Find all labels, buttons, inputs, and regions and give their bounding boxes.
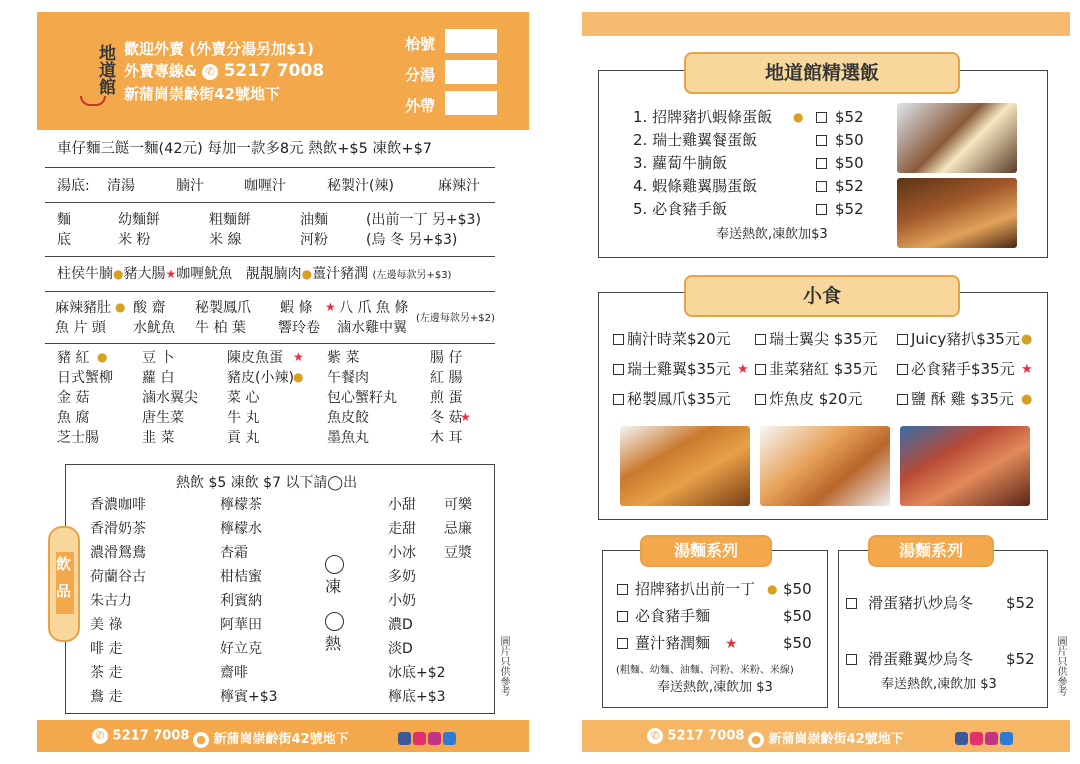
spicy-star-icon: ★ bbox=[1021, 362, 1033, 377]
soup-label: 湯底: bbox=[57, 178, 90, 194]
hot-label: 熱 bbox=[325, 634, 342, 653]
checkbox[interactable] bbox=[617, 638, 628, 649]
checkbox[interactable] bbox=[613, 364, 624, 375]
premium2-3[interactable]: 秘製鳳爪 bbox=[195, 300, 251, 316]
noodle-set-item: 薑汁豬潤麵 bbox=[635, 634, 711, 652]
foodpanda-icon[interactable] bbox=[443, 732, 456, 745]
drink-option[interactable]: 鴦 走 bbox=[90, 689, 123, 705]
snack-item: 韭菜豬紅 $35元 bbox=[769, 360, 878, 378]
drink-option[interactable]: 忌廉 bbox=[444, 521, 472, 537]
drink-option[interactable]: 好立克 bbox=[220, 641, 262, 657]
rice-item: 4. 蝦條雞翼腸蛋飯 bbox=[633, 177, 758, 195]
order-label-table: 枱號 bbox=[405, 35, 436, 53]
recommend-icon: ● bbox=[115, 300, 126, 314]
hotline-label: 外賣專線& bbox=[124, 62, 198, 80]
ingredient-item[interactable]: 日式蟹柳 bbox=[57, 370, 113, 386]
recommend-icon: ● bbox=[113, 267, 124, 281]
fried-item: 滑蛋豬扒炒烏冬 bbox=[868, 594, 974, 612]
noodle-rice-noodle[interactable]: 米 線 bbox=[209, 232, 242, 248]
spicy-star-icon: ★ bbox=[165, 267, 177, 281]
checkbox[interactable] bbox=[755, 394, 766, 405]
footer-address bbox=[193, 728, 349, 748]
phone-icon: ✆ bbox=[647, 728, 663, 744]
fried-footer: 奉送熱飲,凍飲加 $3 bbox=[881, 677, 997, 692]
checkbox[interactable] bbox=[816, 204, 827, 215]
recommend-icon: ● bbox=[1021, 392, 1033, 407]
snack-item: 瑞士雞翼$35元 bbox=[627, 360, 731, 378]
drink-option[interactable]: 檸檬茶 bbox=[220, 497, 262, 513]
drink-option[interactable]: 走甜 bbox=[388, 521, 416, 537]
checkbox[interactable] bbox=[816, 158, 827, 169]
noodle-set-price: $50 bbox=[783, 607, 812, 625]
noodle-set-price: $50 bbox=[783, 634, 812, 652]
ingredient-item[interactable]: 蘿 白 bbox=[142, 370, 175, 386]
soup-clear[interactable]: 清湯 bbox=[107, 178, 135, 194]
drink-option[interactable]: 豆漿 bbox=[444, 545, 472, 561]
ingredient-item[interactable]: 腸 仔 bbox=[430, 350, 463, 366]
cold-label: 凍 bbox=[325, 577, 342, 596]
footer-address bbox=[748, 728, 904, 748]
social-icons bbox=[955, 730, 1015, 749]
noodle-label-1: 麵 bbox=[57, 212, 71, 228]
premium-note: (左邊每款另+$3) bbox=[372, 270, 452, 281]
rice-footer: 奉送熱飲,凍飲加$3 bbox=[716, 227, 828, 242]
fried-title: 湯麵系列 bbox=[868, 535, 994, 567]
ingredient-item[interactable]: 陳皮魚蛋 bbox=[227, 350, 283, 366]
checkbox[interactable] bbox=[816, 135, 827, 146]
premium-row bbox=[57, 265, 451, 285]
location-icon: ● bbox=[193, 732, 209, 748]
noodle-set-price: $50 bbox=[783, 580, 812, 598]
rice-title: 地道館精選飯 bbox=[684, 52, 960, 94]
drink-option[interactable]: 利賓納 bbox=[220, 593, 262, 609]
snack-item: Juicy豬扒$35元 bbox=[911, 330, 1020, 348]
noodle-thin[interactable]: 幼麵餅 bbox=[118, 212, 160, 228]
recommend-icon: ● bbox=[1021, 332, 1033, 347]
premium-pork-liver[interactable]: 薑汁豬潤 bbox=[312, 266, 369, 282]
ingredient-item[interactable]: 午餐肉 bbox=[327, 370, 369, 386]
spicy-star-icon: ★ bbox=[460, 410, 471, 424]
premium2-1[interactable]: 麻辣豬肚 bbox=[55, 300, 111, 316]
instagram-icon[interactable] bbox=[985, 732, 998, 745]
noodle-demae[interactable]: (出前一丁 另+$3) bbox=[366, 212, 481, 228]
drink-option[interactable]: 小冰 bbox=[388, 545, 416, 561]
premium-intestine[interactable]: 豬大腸 bbox=[123, 266, 166, 282]
drink-option[interactable]: 小甜 bbox=[388, 497, 416, 513]
drink-option[interactable]: 濃滑鴛鴦 bbox=[90, 545, 146, 561]
footer-address-text: 新蒲崗崇齡街42號地下 bbox=[768, 732, 904, 747]
instagram-icon[interactable] bbox=[428, 732, 441, 745]
phone-icon: ✆ bbox=[92, 728, 108, 744]
right-top-bar bbox=[582, 12, 1070, 36]
ingredient-item[interactable]: 冬 菇 bbox=[430, 410, 463, 426]
noodle-set-item: 招牌豬扒出前一丁 bbox=[635, 580, 756, 598]
checkbox[interactable] bbox=[846, 598, 857, 609]
rice-price: $52 bbox=[835, 177, 864, 195]
premium2-8[interactable]: 牛 柏 葉 bbox=[195, 320, 246, 336]
ingredient-item[interactable]: 豆 卜 bbox=[142, 350, 175, 366]
cold-circle[interactable] bbox=[325, 555, 344, 574]
divider bbox=[45, 256, 495, 257]
drink-option[interactable]: 檸底+$3 bbox=[388, 689, 446, 705]
footer-phone-number: 5217 7008 bbox=[112, 728, 190, 744]
drink-option[interactable]: 濃D bbox=[388, 617, 413, 633]
table-number-field[interactable] bbox=[445, 29, 497, 53]
spicy-star-icon: ★ bbox=[725, 636, 738, 652]
drink-option[interactable]: 柑桔蜜 bbox=[220, 569, 262, 585]
order-label-split-soup: 分湯 bbox=[405, 66, 436, 84]
footer-phone bbox=[647, 728, 744, 744]
split-soup-field[interactable] bbox=[445, 60, 497, 84]
drink-option[interactable]: 檸檬水 bbox=[220, 521, 262, 537]
spicy-star-icon: ★ bbox=[293, 350, 304, 364]
drinks-tab-label: 飲品 bbox=[56, 552, 74, 614]
recommend-icon: ● bbox=[793, 110, 804, 124]
rice-item: 3. 蘿蔔牛腩飯 bbox=[633, 154, 728, 172]
items-grid bbox=[57, 349, 487, 449]
soup-secret-spicy[interactable]: 秘製汁(辣) bbox=[327, 178, 394, 194]
checkbox[interactable] bbox=[897, 334, 908, 345]
ingredient-item[interactable]: 唐生菜 bbox=[142, 410, 184, 426]
premium2-note: (左邊每款另+$2) bbox=[416, 313, 495, 324]
drink-option[interactable]: 杏霜 bbox=[220, 545, 248, 561]
drink-option[interactable]: 小奶 bbox=[388, 593, 416, 609]
premium2-7[interactable]: 水魷魚 bbox=[133, 320, 175, 336]
phone-icon: ✆ bbox=[202, 64, 218, 80]
snack-item: 必食豬手$35元 bbox=[911, 360, 1015, 378]
snack-item: 鹽 酥 雞 $35元 bbox=[911, 390, 1014, 408]
ingredient-item[interactable]: 牛 丸 bbox=[227, 410, 260, 426]
checkbox[interactable] bbox=[816, 112, 827, 123]
premium2-4[interactable]: 蝦 條 bbox=[280, 300, 313, 316]
hot-circle[interactable] bbox=[325, 612, 344, 631]
drink-option[interactable]: 齋啡 bbox=[220, 665, 248, 681]
checkbox[interactable] bbox=[613, 334, 624, 345]
rice-item: 1. 招牌豬扒蝦條蛋飯 bbox=[633, 108, 773, 126]
address-text: 新蒲崗崇齡街42號地下 bbox=[124, 85, 280, 103]
premium2-6[interactable]: 魚 片 頭 bbox=[55, 320, 106, 336]
snack-title: 小食 bbox=[684, 275, 960, 317]
drink-option[interactable]: 冰底+$2 bbox=[388, 665, 446, 681]
ingredient-item[interactable]: 包心蟹籽丸 bbox=[327, 390, 397, 406]
facebook-icon[interactable] bbox=[398, 732, 411, 745]
footer-phone-number: 5217 7008 bbox=[667, 728, 745, 744]
drink-option[interactable]: 可樂 bbox=[444, 497, 472, 513]
facebook-icon[interactable] bbox=[955, 732, 968, 745]
fried-price: $52 bbox=[1006, 594, 1035, 612]
rice-item: 2. 瑞士雞翼餐蛋飯 bbox=[633, 131, 758, 149]
ingredient-item[interactable]: 煎 蛋 bbox=[430, 390, 463, 406]
checkbox[interactable] bbox=[816, 181, 827, 192]
ingredient-item[interactable]: 芝士腸 bbox=[57, 430, 99, 446]
foodpanda-icon[interactable] bbox=[1000, 732, 1013, 745]
photo-note: 圖片只供參考 bbox=[498, 636, 509, 696]
noodle-set-footer: 奉送熱飲,凍飲加 $3 bbox=[657, 680, 773, 695]
footer-phone bbox=[92, 728, 189, 744]
drink-option[interactable]: 荷蘭谷古 bbox=[90, 569, 146, 585]
premium2-10[interactable]: 滷水雞中翼 bbox=[337, 320, 407, 336]
checkbox[interactable] bbox=[755, 364, 766, 375]
snack-photo-2 bbox=[760, 426, 890, 506]
order-label-takeaway: 外帶 bbox=[405, 97, 436, 115]
ingredient-item[interactable]: 墨魚丸 bbox=[327, 430, 369, 446]
snack-photo-3 bbox=[900, 426, 1030, 506]
checkbox[interactable] bbox=[897, 364, 908, 375]
ingredient-item[interactable]: 金 菇 bbox=[57, 390, 90, 406]
drink-option[interactable]: 茶 走 bbox=[90, 665, 123, 681]
premium-pork-belly[interactable]: 靚靚腩肉 bbox=[245, 266, 302, 282]
rice-photo-1 bbox=[897, 103, 1017, 173]
set-price-line: 車仔麵三餸一麵(42元) 每加一款多8元 熱飲+$5 凍飲+$7 bbox=[57, 141, 433, 157]
rice-price: $50 bbox=[835, 154, 864, 172]
hotline-number: 5217 7008 bbox=[223, 61, 325, 81]
hotline-row bbox=[124, 60, 324, 81]
soup-curry[interactable]: 咖喱汁 bbox=[244, 178, 286, 194]
checkbox[interactable] bbox=[755, 334, 766, 345]
photo-note: 圖片只供參考 bbox=[1055, 636, 1066, 696]
noodle-set-title: 湯麵系列 bbox=[640, 535, 772, 567]
checkbox[interactable] bbox=[617, 611, 628, 622]
drink-option[interactable]: 多奶 bbox=[388, 569, 416, 585]
rice-price: $52 bbox=[835, 108, 864, 126]
social-icons bbox=[398, 730, 458, 749]
fried-price: $52 bbox=[1006, 650, 1035, 668]
ingredient-item[interactable]: 木 耳 bbox=[430, 430, 463, 446]
snack-item: 瑞士翼尖 $35元 bbox=[769, 330, 878, 348]
ingredient-item[interactable]: 豬 紅 bbox=[57, 350, 90, 366]
rice-photo-2 bbox=[897, 178, 1017, 248]
noodle-set-item: 必食豬手麵 bbox=[635, 607, 711, 625]
openrice-icon[interactable] bbox=[413, 732, 426, 745]
checkbox[interactable] bbox=[846, 654, 857, 665]
premium2-9[interactable]: 響玲卷 bbox=[278, 320, 320, 336]
noodle-rice-vermicelli[interactable]: 米 粉 bbox=[118, 232, 151, 248]
divider bbox=[45, 167, 495, 168]
premium2-5[interactable]: 八 爪 魚 條 bbox=[339, 300, 409, 316]
footer-address-text: 新蒲崗崇齡街42號地下 bbox=[213, 732, 349, 747]
welcome-text: 歡迎外賣 (外賣分湯另加$1) bbox=[124, 40, 314, 58]
soup-brisket[interactable]: 腩汁 bbox=[176, 178, 204, 194]
snack-item: 炸魚皮 $20元 bbox=[769, 390, 863, 408]
noodle-set-note: (粗麵、幼麵、油麵、河粉、米粉、米線) bbox=[616, 665, 794, 676]
divider bbox=[45, 291, 495, 292]
snack-photo-1 bbox=[620, 426, 750, 506]
location-icon: ● bbox=[748, 732, 764, 748]
ingredient-item[interactable]: 魚皮餃 bbox=[327, 410, 369, 426]
ingredient-item[interactable]: 豬皮(小辣) bbox=[227, 370, 294, 386]
premium2-2[interactable]: 酸 齋 bbox=[133, 300, 166, 316]
rice-price: $50 bbox=[835, 131, 864, 149]
premium-curry-squid[interactable]: 咖喱魷魚 bbox=[176, 266, 233, 282]
snack-item: 秘製鳳爪$35元 bbox=[627, 390, 731, 408]
soup-mala[interactable]: 麻辣汁 bbox=[438, 178, 480, 194]
ingredient-item[interactable]: 紫 菜 bbox=[327, 350, 360, 366]
noodle-oil[interactable]: 油麵 bbox=[300, 212, 328, 228]
recommend-icon: ● bbox=[293, 370, 304, 384]
ingredient-item[interactable]: 魚 腐 bbox=[57, 410, 90, 426]
divider bbox=[45, 343, 495, 344]
checkbox[interactable] bbox=[617, 584, 628, 595]
drink-option[interactable]: 朱古力 bbox=[90, 593, 132, 609]
ingredient-item[interactable]: 貢 丸 bbox=[227, 430, 260, 446]
snack-item: 腩汁時菜$20元 bbox=[627, 330, 731, 348]
recommend-icon: ● bbox=[97, 350, 108, 364]
drinks-header: 熱飲 $5 凍飲 $7 以下請◯出 bbox=[176, 475, 358, 491]
noodle-hor-fun[interactable]: 河粉 bbox=[300, 232, 328, 248]
drink-option[interactable]: 美 祿 bbox=[90, 617, 123, 633]
checkbox[interactable] bbox=[897, 394, 908, 405]
recommend-icon: ● bbox=[767, 582, 778, 596]
drink-option[interactable]: 檸賓+$3 bbox=[220, 689, 278, 705]
ingredient-item[interactable]: 韭 菜 bbox=[142, 430, 175, 446]
premium-brisket[interactable]: 柱侯牛腩 bbox=[57, 266, 113, 282]
noodle-label-2: 底 bbox=[57, 232, 71, 248]
ingredient-item[interactable]: 紅 腸 bbox=[430, 370, 463, 386]
drink-option[interactable]: 香滑奶茶 bbox=[90, 521, 146, 537]
rice-price: $52 bbox=[835, 200, 864, 218]
fried-item: 滑蛋雞翼炒烏冬 bbox=[868, 650, 974, 668]
noodle-udon[interactable]: (烏 冬 另+$3) bbox=[366, 232, 458, 248]
checkbox[interactable] bbox=[613, 394, 624, 405]
spicy-star-icon: ★ bbox=[325, 300, 336, 314]
rice-item: 5. 必食豬手飯 bbox=[633, 200, 728, 218]
drink-option[interactable]: 阿華田 bbox=[220, 617, 262, 633]
drink-option[interactable]: 淡D bbox=[388, 641, 413, 657]
drink-option[interactable]: 香濃咖啡 bbox=[90, 497, 146, 513]
divider bbox=[45, 202, 495, 203]
openrice-icon[interactable] bbox=[970, 732, 983, 745]
ingredient-item[interactable]: 滷水翼尖 bbox=[142, 390, 198, 406]
takeaway-field[interactable] bbox=[445, 91, 497, 115]
ingredient-item[interactable]: 菜 心 bbox=[227, 390, 260, 406]
recommend-icon: ● bbox=[301, 267, 313, 281]
spicy-star-icon: ★ bbox=[737, 362, 749, 377]
noodle-thick[interactable]: 粗麵餅 bbox=[209, 212, 251, 228]
drink-option[interactable]: 啡 走 bbox=[90, 641, 123, 657]
restaurant-logo: 地道館 bbox=[95, 43, 115, 95]
